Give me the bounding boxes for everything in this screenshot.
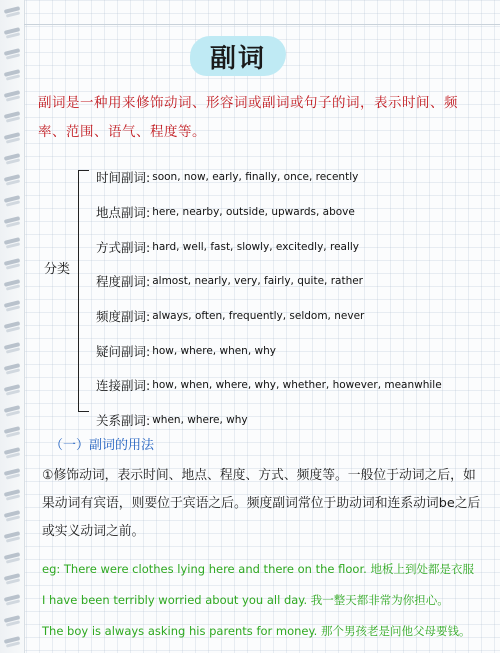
row-words: how, when, where, why, whether, however, meanwhile [152, 379, 442, 392]
classification-row [96, 264, 442, 299]
binding-ring [4, 407, 24, 417]
binding-ring [4, 197, 24, 207]
binding-ring [4, 344, 24, 354]
top-rule [24, 24, 500, 25]
binding-ring [4, 50, 24, 60]
row-name: 时间副词: [96, 170, 151, 186]
example-sentence: I have been terribly worried about you all day. 我一整天都非常为你担心。 [42, 593, 449, 607]
binding-ring [4, 29, 24, 39]
binding-ring [4, 71, 24, 81]
row-name: 频度副词: [96, 309, 151, 325]
example-sentence: The boy is always asking his parents for money. 那个男孩老是问他父母要钱。 [42, 624, 471, 638]
binding-ring [4, 617, 24, 627]
row-words: hard, well, fast, slowly, excitedly, really [152, 240, 360, 253]
classification-row [96, 368, 442, 403]
binding-ring [4, 491, 24, 501]
binding-ring [4, 554, 24, 564]
classification-row [96, 160, 442, 195]
binding-ring [4, 470, 24, 480]
binding-ring [4, 449, 24, 459]
classification-bracket [78, 170, 89, 412]
classification-row [96, 333, 442, 368]
binding-ring [4, 134, 24, 144]
row-name: 关系副词: [96, 413, 151, 429]
classification-row [96, 299, 442, 334]
binding-ring [4, 281, 24, 291]
intro-definition: 副词是一种用来修饰动词、形容词或副词或句子的词，表示时间、频率、范围、语气、程度等。 [38, 95, 458, 140]
row-words: when, where, why [152, 414, 248, 427]
row-words: almost, nearly, very, fairly, quite, rather [152, 275, 363, 288]
binding-ring [4, 239, 24, 249]
notebook-binding [0, 0, 25, 653]
binding-ring [4, 92, 24, 102]
classification-row [96, 195, 442, 230]
row-name: 程度副词: [96, 274, 151, 290]
row-words: how, where, when, why [152, 344, 276, 357]
binding-ring [4, 176, 24, 186]
title-badge [190, 36, 286, 76]
row-words: soon, now, early, finally, once, recently [152, 171, 359, 184]
usage-paragraph: ①修饰动词，表示时间、地点、程度、方式、频度等。一般位于动词之后，如果动词有宾语，则要位于宾语之后。频度副词常位于助动词和连系动词be之后或实义动词之前。 [42, 468, 481, 539]
classification-label: 分类 [44, 262, 71, 277]
example-sentence: eg: There were clothes lying here and there on the floor. 地板上到处都是衣服 [42, 562, 474, 576]
binding-ring [4, 596, 24, 606]
row-name: 方式副词: [96, 239, 151, 255]
binding-ring [4, 512, 24, 522]
binding-ring [4, 302, 24, 312]
row-name: 地点副词: [96, 205, 151, 221]
row-name: 疑问副词: [96, 343, 151, 359]
row-words: always, often, frequently, seldom, never [152, 310, 365, 323]
binding-ring [4, 638, 24, 648]
section-heading: （一）副词的用法 [50, 438, 155, 453]
binding-ring [4, 8, 24, 18]
classification-row [96, 403, 442, 438]
row-words: here, nearby, outside, upwards, above [152, 206, 355, 219]
binding-ring [4, 386, 24, 396]
binding-ring [4, 428, 24, 438]
binding-ring [4, 365, 24, 375]
binding-ring [4, 113, 24, 123]
binding-ring [4, 218, 24, 228]
classification-list [96, 160, 442, 438]
binding-ring [4, 155, 24, 165]
row-name: 连接副词: [96, 378, 151, 394]
binding-ring [4, 533, 24, 543]
binding-ring [4, 260, 24, 270]
binding-ring [4, 323, 24, 333]
page-title: 副词 [209, 43, 266, 74]
binding-ring [4, 575, 24, 585]
classification-row [96, 229, 442, 264]
